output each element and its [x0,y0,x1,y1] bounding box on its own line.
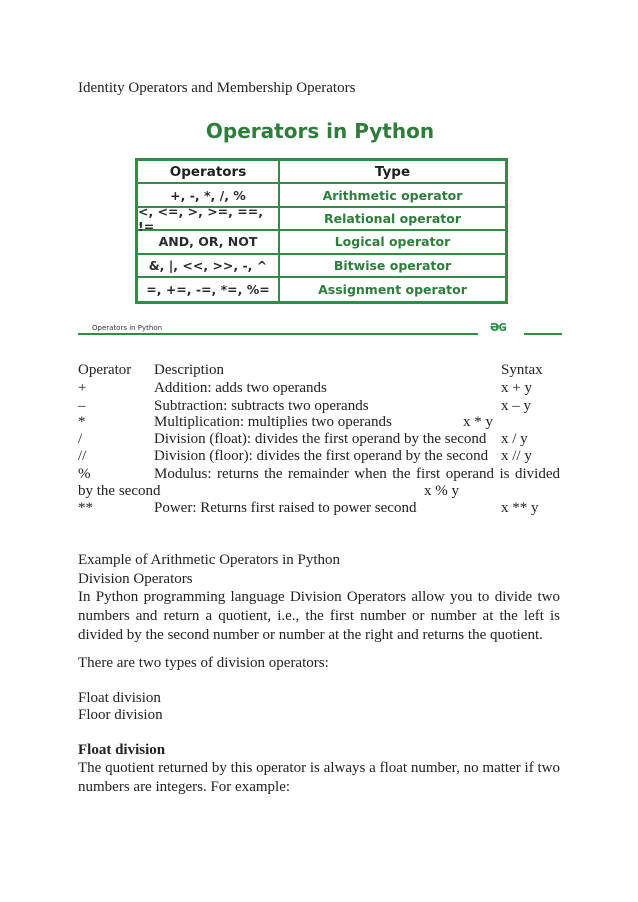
table-row-syntax: x + y [501,380,532,396]
table-row-operator: ** [78,500,93,516]
table-header-description: Description [154,362,224,378]
figure-title: Operators in Python [205,119,435,143]
figure-cell-type: Relational operator [324,210,461,226]
figure-cell-type: Arithmetic operator [322,187,463,203]
operators-type-table [135,158,508,304]
table-row-syntax: x ** y [501,500,539,516]
table-row-operator: * [78,414,86,430]
figure-cell-type: Logical operator [334,234,451,250]
list-item: Float division [78,690,161,706]
table-row-description: Division (floor): divides the first operand by the second [154,448,489,464]
division-paragraph: In Python programming language Division Operators allow you to divide two numbers and return a quotient, i.e., the first number or number at the left is divided by the second number or number at the right and returns the quotient. [78,589,560,643]
figure-cell-type: Bitwise operator [333,257,452,273]
table-row-description: Modulus: returns the remainder when the first operand is divided [154,466,560,482]
table-row-description: Multiplication: multiplies two operands [154,414,392,430]
table-row-syntax: x – y [501,398,531,414]
operators-figure [78,113,562,338]
geeksforgeeks-logo-icon: əɢ [490,319,507,335]
list-item: Floor division [78,707,163,723]
figure-table-header [138,161,505,184]
page-heading: Identity Operators and Membership Operators [78,80,356,96]
float-paragraph: The quotient returned by this operator is always a float number, no matter if two numbers are integers. For example: [78,760,560,795]
table-row-syntax: x % y [424,483,459,499]
figure-footer-divider [78,333,478,335]
figure-footer [78,319,562,335]
table-row-description: Addition: adds two operands [154,380,327,396]
figure-col-type: Type [374,163,411,180]
figure-col-operators: Operators [138,161,280,182]
figure-footer-divider [524,333,562,335]
table-row-syntax: x * y [463,414,493,430]
table-row-operator: // [78,448,87,464]
table-row-description-continuation: by the second [78,483,161,499]
figure-cell-operators: +, -, *, /, % [138,184,280,205]
figure-footer-label: Operators in Python [92,324,163,332]
figure-table-row [138,203,505,234]
figure-table-row [138,278,505,301]
table-row-description: Division (float): divides the first operand by the second [154,431,487,447]
figure-cell-operators: AND, OR, NOT [138,231,280,252]
types-intro: There are two types of division operators: [78,655,329,671]
figure-cell-operators: =, +=, -=, *=, %= [138,278,280,301]
table-header-syntax: Syntax [501,362,543,378]
table-row-description: Power: Returns first raised to power second [154,500,417,516]
table-row-description: Subtraction: subtracts two operands [154,398,369,414]
table-header-operator: Operator [78,362,132,378]
subsection-heading: Float division [78,742,166,758]
figure-cell-operators: &, |, <<, >>, -, ^ [138,255,280,276]
table-row-operator: – [78,398,86,414]
table-row-operator: / [78,431,83,447]
figure-cell-type: Assignment operator [318,282,467,298]
table-row-operator: + [78,380,87,396]
figure-cell-operators: <, <=, >, >=, ==, != [138,208,280,229]
table-row-syntax: x / y [501,431,528,447]
table-row-operator: % [78,466,91,482]
figure-table-row [138,231,505,254]
section-heading: Division Operators [78,571,193,587]
example-heading: Example of Arithmetic Operators in Python [78,552,341,568]
table-row-syntax: x // y [501,448,532,464]
figure-table-row [138,255,505,278]
